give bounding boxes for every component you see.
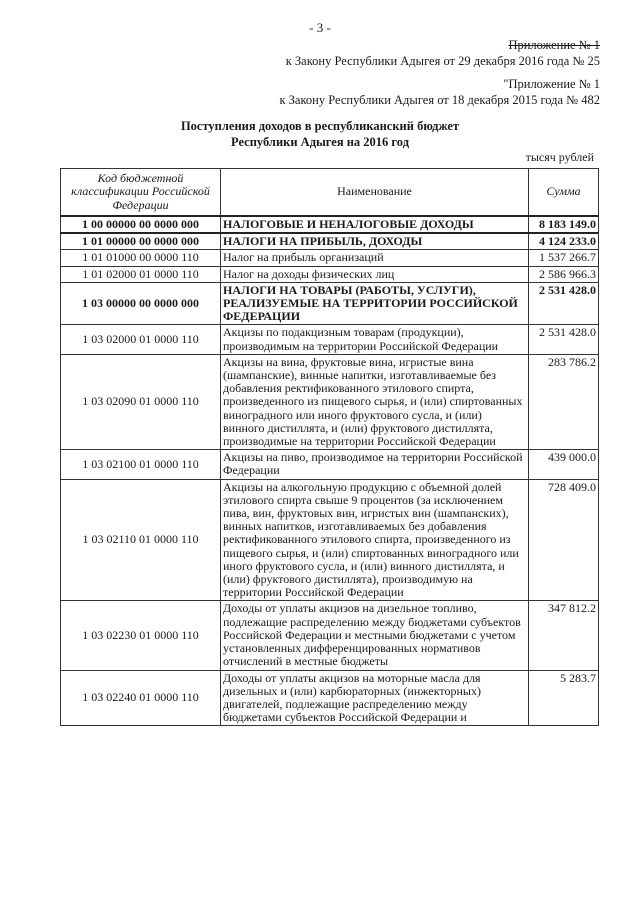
table-row (61, 450, 599, 479)
row-code: 1 03 02230 01 0000 110 (61, 601, 221, 670)
row-name: Акцизы на вина, фруктовые вина, игристые вина (шампанские), винные напитки, изготавливаемые без добавления ректификованного этилового спирта, произведенного из пищевого сырья, и (или) спиртованных виноградного или иного фруктового сусла, и (или) винного дистиллята, и (или) фруктового дистиллята, производимые на территории Российской Федерации (221, 354, 529, 449)
table-row (61, 670, 599, 726)
row-name: Акцизы по подакцизным товарам (продукции), производимым на территории Российской Федерации (221, 325, 529, 354)
row-amount: 347 812.2 (529, 601, 599, 670)
amount-column-header: Сумма (529, 169, 599, 217)
revenue-table (60, 168, 599, 726)
row-amount: 728 409.0 (529, 479, 599, 601)
row-name: Акцизы на алкогольную продукцию с объемной долей этилового спирта свыше 9 процентов (за исключением пива, вин, фруктовых вин, игристых вин (шампанских), винных напитков, изготавливаемых без добавления ректификованного этилового спирта, произведенного из пищевого сырья, и (или) спиртованных виноградного или иного фруктового сусла, и (или) винного дистиллята, и (или) фруктового дистиллята), производимую на территории Российской Федерации (221, 479, 529, 601)
table-row (61, 325, 599, 354)
table-row (61, 354, 599, 449)
row-amount: 8 183 149.0 (529, 216, 599, 233)
row-code: 1 00 00000 00 0000 000 (61, 216, 221, 233)
table-row (61, 479, 599, 601)
row-name: Акцизы на пиво, производимое на территории Российской Федерации (221, 450, 529, 479)
table-row (61, 250, 599, 266)
row-code: 1 01 01000 00 0000 110 (61, 250, 221, 266)
row-code: 1 03 00000 00 0000 000 (61, 282, 221, 325)
row-name: Доходы от уплаты акцизов на дизельное топливо, подлежащие распределению между бюджетами субъектов Российской Федерации и местными бюджетами с учетом установленных дифференцированных нормативов отчислений в местные бюджеты (221, 601, 529, 670)
new-law-reference: к Закону Республики Адыгея от 29 декабря 2016 года № 25 (285, 54, 600, 68)
old-law-reference: к Закону Республики Адыгея от 18 декабря 2015 года № 482 (279, 93, 600, 107)
code-column-header: Код бюджетной классификации Российской Федерации (61, 169, 221, 217)
row-amount: 2 531 428.0 (529, 282, 599, 325)
title-line-1: Поступления доходов в республиканский бюджет (180, 119, 460, 133)
row-code: 1 03 02000 01 0000 110 (61, 325, 221, 354)
table-row (61, 266, 599, 282)
row-amount: 283 786.2 (529, 354, 599, 449)
units-label: тысяч рублей (525, 150, 594, 164)
new-appendix-label: Приложение № 1 (508, 38, 600, 52)
row-amount: 5 283.7 (529, 670, 599, 726)
row-code: 1 01 02000 01 0000 110 (61, 266, 221, 282)
row-amount: 4 124 233.0 (529, 233, 599, 250)
document-title (0, 118, 640, 150)
row-name: НАЛОГИ НА ТОВАРЫ (РАБОТЫ, УСЛУГИ), РЕАЛИЗУЕМЫЕ НА ТЕРРИТОРИИ РОССИЙСКОЙ ФЕДЕРАЦИИ (221, 282, 529, 325)
row-name: Доходы от уплаты акцизов на моторные масла для дизельных и (или) карбюраторных (инжекторных) двигателей, подлежащие распределению между бюджетами субъектов Российской Федерации и (221, 670, 529, 726)
page-number: - 3 - (309, 20, 331, 35)
row-name: НАЛОГИ НА ПРИБЫЛЬ, ДОХОДЫ (221, 233, 529, 250)
row-amount: 439 000.0 (529, 450, 599, 479)
table-row (61, 216, 599, 233)
table-row (61, 233, 599, 250)
table-row (61, 601, 599, 670)
row-code: 1 03 02110 01 0000 110 (61, 479, 221, 601)
row-code: 1 03 02240 01 0000 110 (61, 670, 221, 726)
row-amount: 2 531 428.0 (529, 325, 599, 354)
row-amount: 2 586 966.3 (529, 266, 599, 282)
row-code: 1 01 00000 00 0000 000 (61, 233, 221, 250)
table-header-row (61, 169, 599, 217)
row-code: 1 03 02100 01 0000 110 (61, 450, 221, 479)
title-line-2: Республики Адыгея на 2016 год (230, 135, 410, 149)
row-code: 1 03 02090 01 0000 110 (61, 354, 221, 449)
table-row (61, 282, 599, 325)
old-appendix-label: "Приложение № 1 (503, 77, 600, 91)
name-column-header: Наименование (221, 169, 529, 217)
row-amount: 1 537 266.7 (529, 250, 599, 266)
row-name: Налог на прибыль организаций (221, 250, 529, 266)
row-name: Налог на доходы физических лиц (221, 266, 529, 282)
row-name: НАЛОГОВЫЕ И НЕНАЛОГОВЫЕ ДОХОДЫ (221, 216, 529, 233)
